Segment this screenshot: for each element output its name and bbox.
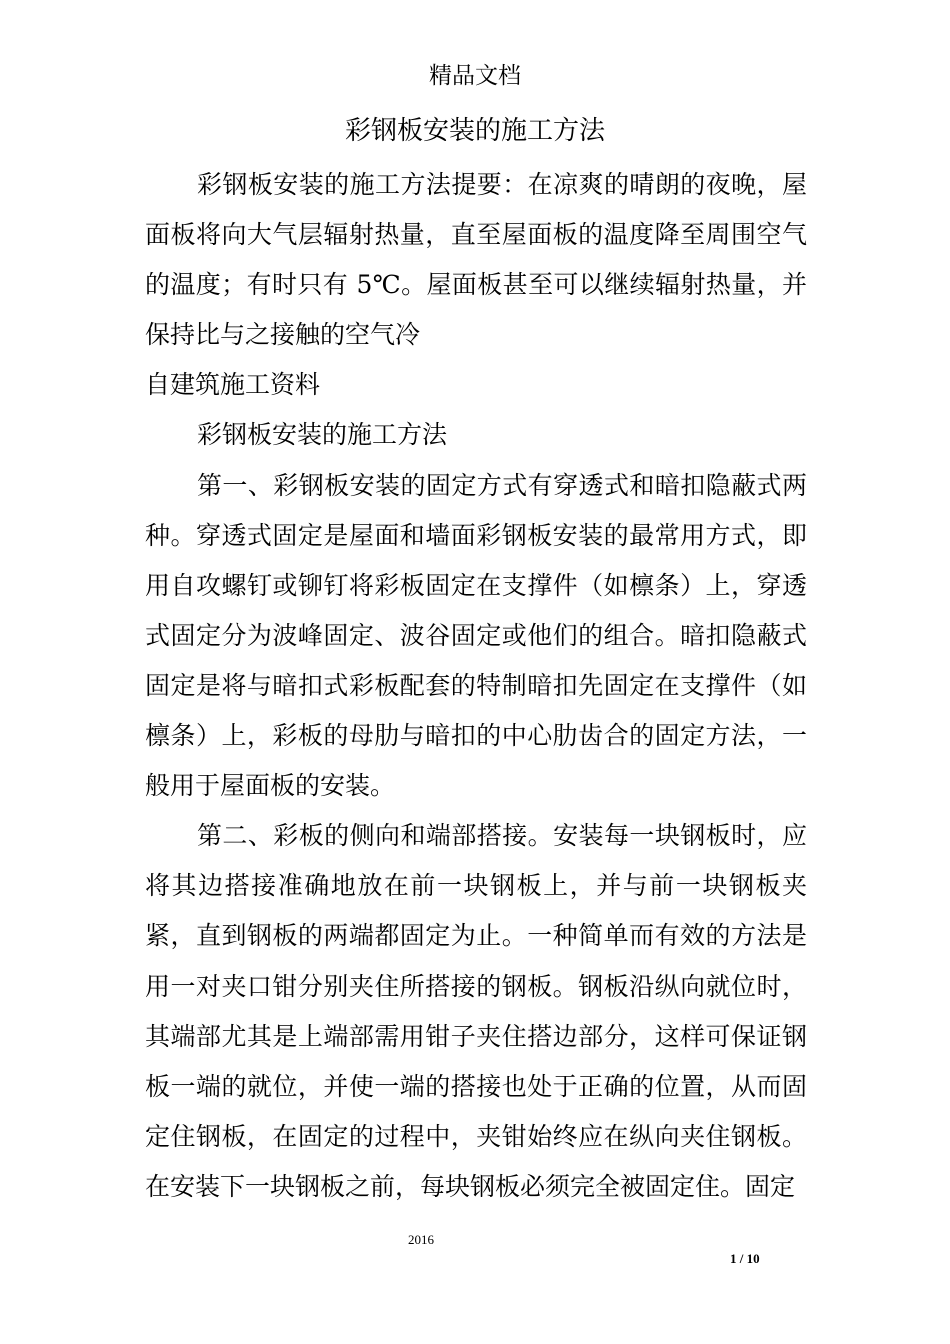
paragraph-first: 第一、彩钢板安装的固定方式有穿透式和暗扣隐蔽式两种。穿透式固定是屋面和墙面彩钢板安装的最常用方式，即用自攻螺钉或铆钉将彩板固定在支撑件（如檩条）上，穿透式固定分为波峰固定、波谷固定或他们的组合。暗扣隐蔽式固定是将与暗扣式彩板配套的特制暗扣先固定在支撑件（如檩条）上，彩板的母肋与暗扣的中心肋齿合的固定方法，一般用于屋面板的安装。: [145, 470, 807, 801]
source-line: 自建筑施工资料: [145, 370, 321, 400]
document-title: 彩钢板安装的施工方法: [344, 116, 605, 146]
section-heading: 彩钢板安装的施工方法: [197, 420, 448, 450]
page-number: 1 / 10: [730, 1251, 760, 1266]
document-body: [145, 160, 807, 1212]
paragraph-second: 第二、彩板的侧向和端部搭接。安装每一块钢板时，应将其边搭接准确地放在前一块钢板上，并与前一块钢板夹紧，直到钢板的两端都固定为止。一种简单而有效的方法是用一对夹口钳分别夹住所搭接的钢板。钢板沿纵向就位时，其端部尤其是上端部需用钳子夹住搭边部分，这样可保证钢板一端的就位，并使一端的搭接也处于正确的位置，从而固定住钢板，在固定的过程中，夹钳始终应在纵向夹住钢板。在安装下一块钢板之前，每块钢板必须完全被固定住。固定: [145, 821, 807, 1201]
summary-paragraph: 彩钢板安装的施工方法提要：在凉爽的晴朗的夜晚，屋面板将向大气层辐射热量，直至屋面板的温度降至周围空气的温度；有时只有 5℃。屋面板甚至可以继续辐射热量，并保持比与之接触的空气冷: [145, 170, 807, 350]
footer-year: 2016: [408, 1232, 434, 1247]
page-header: 精品文档: [429, 63, 521, 89]
